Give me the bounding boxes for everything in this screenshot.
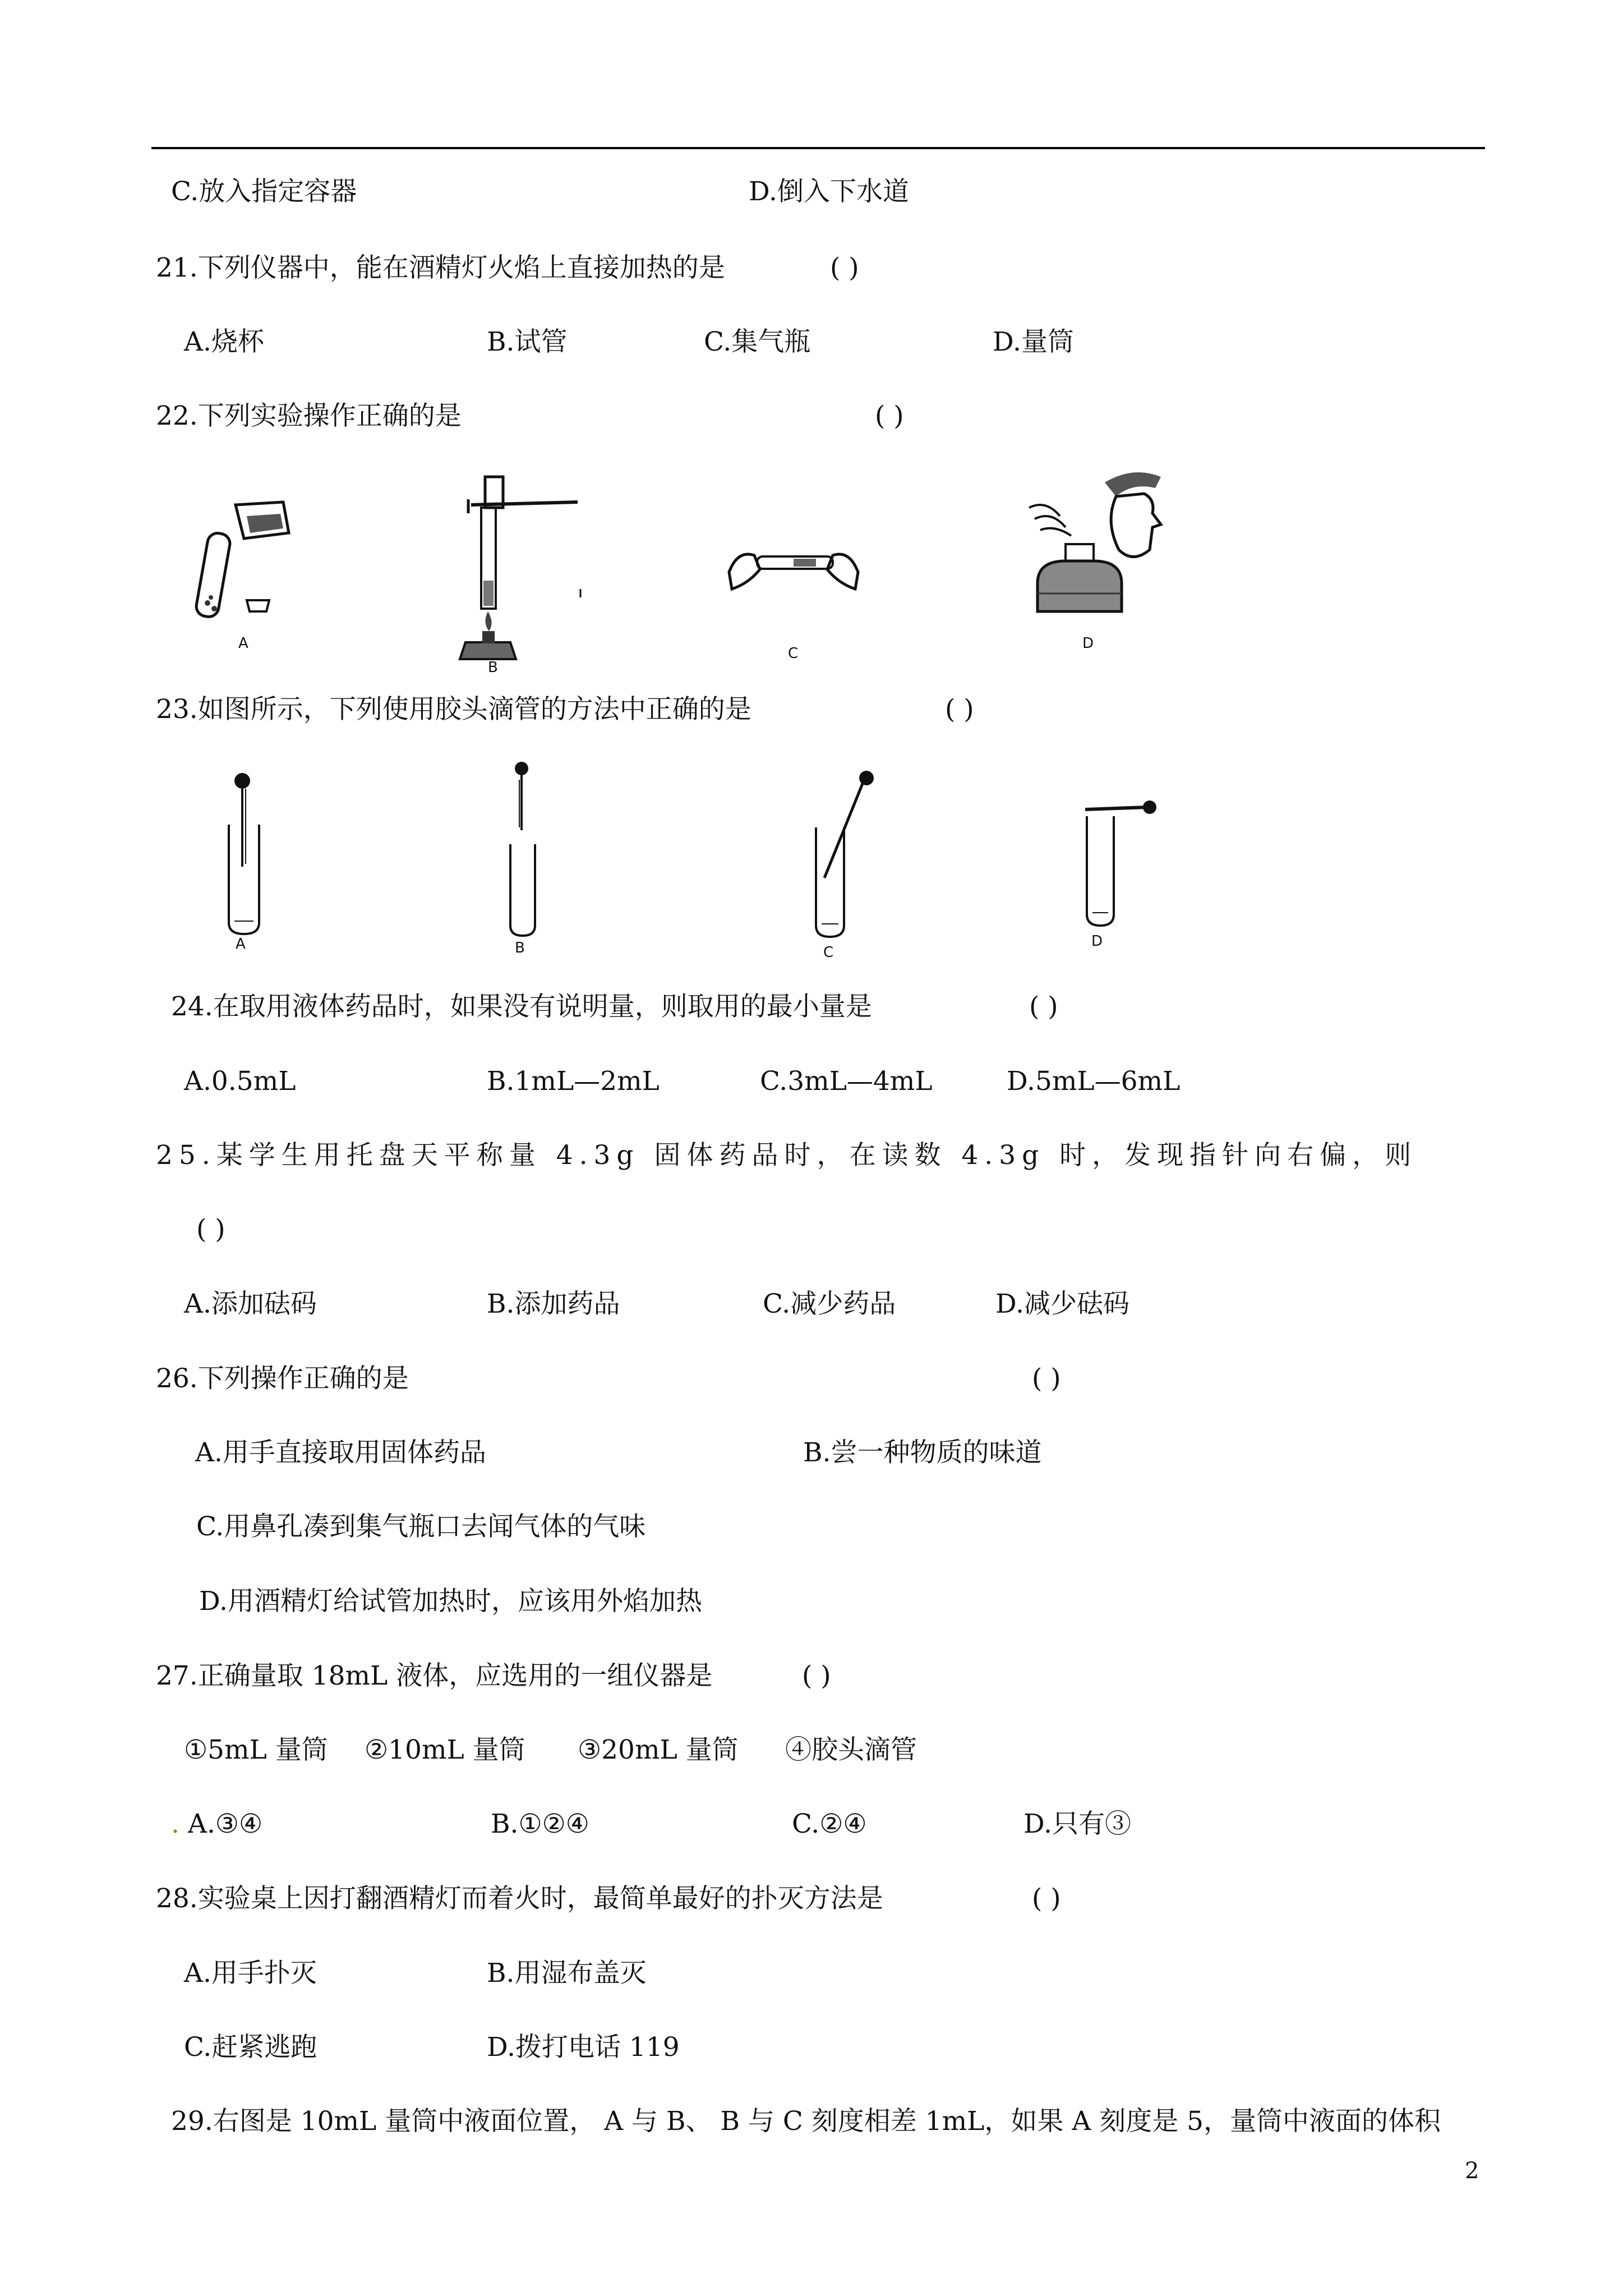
q23-stem: 23.如图所示，下列使用胶头滴管的方法中正确的是 (156, 694, 751, 725)
q26-answer-paren: ( ) (1032, 1363, 1061, 1394)
q27-option-d: D.只有③ (1023, 1809, 1131, 1839)
q22-figure-c (726, 533, 861, 668)
page-number: 2 (1465, 2158, 1479, 2184)
q25-option-c: C.减少药品 (763, 1289, 896, 1319)
q27-item-3: ③20mL 量筒 (578, 1734, 739, 1765)
q20-option-c: C.放入指定容器 (171, 176, 357, 207)
q27-stem: 27.正确量取 18mL 液体，应选用的一组仪器是 (156, 1660, 713, 1691)
q25-stem: 25.某学生用托盘天平称量 4.3g 固体药品时，在读数 4.3g 时，发现指针向右偏，则 (156, 1140, 1418, 1171)
q26-option-c: C.用鼻孔凑到集气瓶口去闻气体的气味 (196, 1511, 646, 1542)
q25-option-d: D.减少砝码 (995, 1289, 1129, 1319)
q28-option-d: D.拨打电话 119 (487, 2032, 680, 2063)
q23-figure-d (1077, 794, 1161, 959)
q22-figure-d (1021, 466, 1166, 662)
q24-option-d: D.5mL—6mL (1007, 1066, 1181, 1097)
q23-figure-label-d: D (1091, 933, 1103, 950)
q21-stem: 21.下列仪器中，能在酒精灯火焰上直接加热的是 (156, 252, 725, 283)
q28-option-a: A.用手扑灭 (184, 1958, 317, 1989)
q23-answer-paren: ( ) (945, 694, 974, 725)
q27-answer-paren: ( ) (802, 1660, 831, 1691)
q21-option-d: D.量筒 (993, 326, 1074, 357)
q24-stem: 24.在取用液体药品时，如果没有说明量，则取用的最小量是 (171, 991, 872, 1022)
q23-figure-c (802, 766, 892, 970)
q25-option-b: B.添加药品 (487, 1289, 620, 1319)
q28-stem: 28.实验桌上因打翻酒精灯而着火时，最简单最好的扑灭方法是 (156, 1883, 883, 1914)
q21-option-a: A.烧杯 (184, 326, 264, 357)
q21-option-b: B.试管 (487, 326, 568, 357)
q27-option-a: A.③④ (188, 1809, 263, 1839)
q22-figure-a (191, 494, 303, 662)
q20-option-d: D.倒入下水道 (749, 176, 909, 207)
q24-option-c: C.3mL—4mL (760, 1066, 933, 1097)
q27-item-1: ①5mL 量筒 (184, 1734, 328, 1765)
q26-stem: 26.下列操作正确的是 (156, 1363, 409, 1394)
q22-figure-label-d: D (1082, 635, 1094, 652)
q26-option-b: B.尝一种物质的味道 (803, 1437, 1042, 1468)
q23-figure-b (499, 757, 566, 965)
header-rule (151, 147, 1485, 149)
q26-option-a: A.用手直接取用固体药品 (195, 1437, 486, 1468)
q23-figure-label-b: B (515, 940, 525, 956)
q21-answer-paren: ( ) (830, 252, 859, 283)
q28-answer-paren: ( ) (1032, 1883, 1061, 1914)
q22-answer-paren: ( ) (875, 401, 904, 431)
q29-stem: 29.右图是 10mL 量筒中液面位置， A 与 B、 B 与 C 刻度相差 1mL，如果 A 刻度是 5，量筒中液面的体积 (171, 2106, 1441, 2137)
q21-option-c: C.集气瓶 (704, 326, 811, 357)
q25-answer-paren: ( ) (196, 1214, 225, 1245)
q22-figure-label-b: B (488, 659, 498, 676)
q28-option-b: B.用湿布盖灭 (487, 1958, 647, 1989)
q23-figure-label-c: C (823, 944, 834, 961)
q24-option-b: B.1mL—2mL (487, 1066, 660, 1097)
q22-figure-label-c: C (788, 645, 799, 662)
q22-figure-b (460, 474, 594, 676)
q24-option-a: A.0.5mL (184, 1066, 296, 1097)
q27-item-4: ④胶头滴管 (785, 1734, 917, 1765)
q27-item-2: ②10mL 量筒 (365, 1734, 525, 1765)
q24-answer-paren: ( ) (1029, 991, 1058, 1022)
q27-option-c: C.②④ (792, 1809, 867, 1839)
stray-mark: . (171, 1809, 179, 1839)
q25-option-a: A.添加砝码 (184, 1289, 317, 1319)
q23-figure-label-a: A (236, 936, 246, 953)
q22-figure-label-a: A (238, 635, 248, 652)
q26-option-d: D.用酒精灯给试管加热时，应该用外焰加热 (199, 1586, 702, 1617)
q22-stem: 22.下列实验操作正确的是 (156, 401, 462, 431)
q27-option-b: B.①②④ (491, 1809, 589, 1839)
q23-figure-a (219, 769, 286, 959)
q28-option-c: C.赶紧逃跑 (184, 2032, 317, 2063)
